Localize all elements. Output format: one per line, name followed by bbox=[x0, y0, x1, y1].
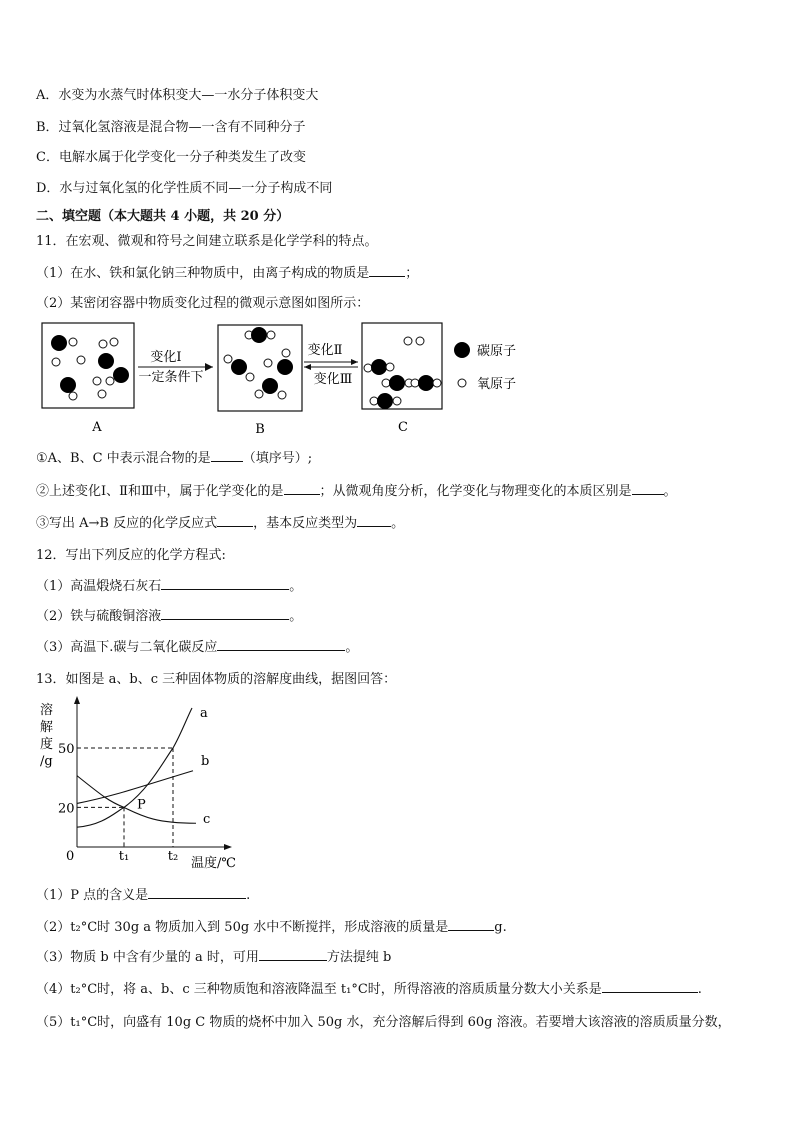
answer-blank[interactable] bbox=[217, 637, 345, 651]
y-label-char: 溶 bbox=[40, 703, 54, 718]
answer-blank[interactable] bbox=[357, 513, 391, 527]
q13-part4-text: （4）t₂°C时，将 a、b、c 三种物质饱和溶液降温至 t₁°C时，所得溶液的溶质质量分数大小关系是 bbox=[36, 982, 602, 997]
q11-sub2 bbox=[36, 480, 677, 499]
y-label-char: 解 bbox=[40, 720, 54, 735]
q13-part4 bbox=[36, 978, 702, 997]
q12-stem: 12．写出下列反应的化学方程式: bbox=[36, 548, 226, 563]
arrow2-top-label: 变化Ⅱ bbox=[307, 343, 343, 358]
oxygen-atom bbox=[98, 390, 106, 398]
x-axis-label: 温度/℃ bbox=[191, 856, 236, 871]
option-c: C．电解水属于化学变化一分子种类发生了改变 bbox=[36, 150, 306, 165]
oxygen-atom bbox=[110, 338, 118, 346]
oxygen-atom bbox=[416, 337, 424, 345]
oxygen-atom bbox=[393, 397, 401, 405]
y-label-char: /g bbox=[40, 754, 53, 769]
q11-sub2-end: 。 bbox=[663, 484, 677, 499]
q11-sub2-text: ②上述变化Ⅰ、Ⅱ和Ⅲ中，属于化学变化的是 bbox=[36, 484, 284, 499]
q11-sub1-text: ①A、B、C 中表示混合物的是 bbox=[36, 451, 211, 466]
answer-blank[interactable] bbox=[161, 576, 289, 590]
answer-blank[interactable] bbox=[632, 481, 664, 495]
oxygen-atom bbox=[69, 392, 77, 400]
q11-sub3-end: 。 bbox=[391, 516, 405, 531]
answer-blank[interactable] bbox=[211, 448, 243, 462]
curve-a bbox=[77, 708, 192, 827]
q13-part3-end: 方法提纯 b bbox=[326, 950, 392, 965]
oxygen-atom bbox=[433, 379, 441, 387]
carbon-atom bbox=[113, 367, 129, 383]
micro-diagram bbox=[0, 315, 560, 440]
q12-part2-text: （2）铁与硫酸铜溶液 bbox=[36, 609, 162, 624]
q13-part2-text: （2）t₂°C时 30g a 物质加入到 50g 水中不断搅拌，形成溶液的质量是 bbox=[36, 920, 449, 935]
q11-part1-text: （1）在水、铁和氯化钠三种物质中，由离子构成的物质是 bbox=[36, 266, 370, 281]
answer-blank[interactable] bbox=[148, 885, 246, 899]
q11-sub3 bbox=[36, 512, 404, 531]
q11-part2: （2）某密闭容器中物质变化过程的微观示意图如图所示： bbox=[36, 296, 370, 311]
box-c-label: C bbox=[398, 420, 408, 435]
y-axis-label bbox=[40, 702, 53, 769]
x-tick-label: t₁ bbox=[118, 849, 130, 864]
curve-label-b: b bbox=[201, 754, 210, 769]
q11-sub1-end: （填序号）; bbox=[242, 451, 313, 466]
oxygen-atom bbox=[370, 397, 378, 405]
arrow1-bottom-label: 一定条件下 bbox=[138, 370, 204, 385]
carbon-atom bbox=[418, 375, 434, 391]
answer-blank[interactable] bbox=[369, 263, 405, 277]
carbon-atom bbox=[389, 375, 405, 391]
carbon-atom bbox=[277, 359, 293, 375]
answer-blank[interactable] bbox=[259, 947, 327, 961]
carbon-atom bbox=[377, 393, 393, 409]
oxygen-atom bbox=[278, 391, 286, 399]
curve-label-c: c bbox=[203, 812, 211, 827]
oxygen-atom bbox=[77, 356, 85, 364]
q12-part3-text: （3）高温下.碳与二氧化碳反应 bbox=[36, 640, 218, 655]
carbon-atom bbox=[251, 327, 267, 343]
oxygen-atom bbox=[282, 349, 290, 357]
q11-part1 bbox=[36, 262, 418, 281]
carbon-atom bbox=[262, 378, 278, 394]
q12-part1-text: （1）高温煅烧石灰石 bbox=[36, 579, 162, 594]
y-label-char: 度 bbox=[40, 737, 54, 752]
q12-part2-end: 。 bbox=[289, 609, 303, 624]
carbon-atom bbox=[51, 335, 67, 351]
arrow-head bbox=[205, 363, 213, 371]
box-a-label: A bbox=[92, 420, 102, 435]
x-tick-label: t₂ bbox=[167, 849, 179, 864]
carbon-atom bbox=[231, 359, 247, 375]
q11-stem: 11．在宏观、微观和符号之间建立联系是化学学科的特点。 bbox=[36, 234, 378, 249]
q13-part4-end: . bbox=[697, 982, 702, 997]
oxygen-atom bbox=[224, 355, 232, 363]
arrow1-top-label: 变化Ⅰ bbox=[150, 350, 182, 365]
q13-part2 bbox=[36, 916, 507, 935]
q11-part1-end: ； bbox=[405, 266, 419, 281]
q13-part5: （5）t₁°C时，向盛有 10g C 物质的烧杯中加入 50g 水，充分溶解后得到 60g 溶液。若要增大该溶液的溶质质量分数， bbox=[36, 1015, 731, 1030]
point-p-label: P bbox=[137, 797, 146, 813]
option-a: A．水变为水蒸气时体积变大—一水分子体积变大 bbox=[36, 88, 319, 103]
q13-part3-text: （3）物质 b 中含有少量的 a 时，可用 bbox=[36, 950, 259, 965]
answer-blank[interactable] bbox=[217, 513, 253, 527]
oxygen-atom bbox=[246, 373, 254, 381]
oxygen-atom bbox=[69, 338, 77, 346]
q12-part1-end: 。 bbox=[289, 579, 303, 594]
option-d: D．水与过氧化氢的化学性质不同—一分子构成不同 bbox=[36, 181, 333, 196]
q11-sub1 bbox=[36, 447, 312, 466]
oxygen-atom bbox=[93, 377, 101, 385]
answer-blank[interactable] bbox=[284, 481, 320, 495]
oxygen-atom bbox=[267, 331, 275, 339]
q11-sub3-text: ③写出 A→B 反应的化学反应式 bbox=[36, 516, 218, 531]
answer-blank[interactable] bbox=[161, 606, 289, 620]
legend-oxygen-icon bbox=[458, 379, 466, 387]
y-axis-arrow bbox=[74, 696, 80, 704]
q12-part3-end: 。 bbox=[345, 640, 359, 655]
q13-part2-end: g. bbox=[494, 920, 507, 935]
q11-sub3-mid: ，基本反应类型为 bbox=[253, 516, 358, 531]
oxygen-atom bbox=[255, 390, 263, 398]
oxygen-atom bbox=[264, 359, 272, 367]
section-heading: 二、填空题（本大题共 4 小题，共 20 分） bbox=[36, 209, 290, 224]
oxygen-atom bbox=[386, 363, 394, 371]
x-axis-arrow bbox=[224, 844, 232, 850]
legend-carbon-icon bbox=[454, 342, 470, 358]
q13-part1-end: . bbox=[246, 888, 251, 903]
q12-part2 bbox=[36, 605, 302, 624]
oxygen-atom bbox=[52, 358, 60, 366]
answer-blank[interactable] bbox=[448, 917, 494, 931]
oxygen-atom bbox=[411, 379, 419, 387]
oxygen-atom bbox=[364, 364, 372, 372]
carbon-atom bbox=[98, 353, 114, 369]
box-b-label: B bbox=[255, 422, 265, 437]
oxygen-atom bbox=[382, 379, 390, 387]
answer-blank[interactable] bbox=[602, 979, 698, 993]
oxygen-atom bbox=[99, 340, 107, 348]
carbon-atom bbox=[371, 359, 387, 375]
curve-label-a: a bbox=[200, 706, 208, 721]
origin-label: 0 bbox=[66, 849, 75, 864]
q12-part1 bbox=[36, 575, 302, 594]
oxygen-atom bbox=[404, 337, 412, 345]
q13-stem: 13．如图是 a、b、c 三种固体物质的溶解度曲线，据图回答： bbox=[36, 672, 397, 687]
arrow3-bottom-label: 变化Ⅲ bbox=[313, 372, 353, 387]
arrow-head bbox=[304, 364, 311, 370]
q12-part3 bbox=[36, 636, 358, 655]
legend-carbon-label: 碳原子 bbox=[477, 344, 517, 359]
legend-oxygen-label: 氧原子 bbox=[477, 377, 517, 392]
arrow-head bbox=[351, 359, 358, 365]
y-tick-label: 50 bbox=[58, 742, 75, 757]
solubility-chart bbox=[0, 690, 260, 875]
option-b: B．过氧化氢溶液是混合物—一含有不同种分子 bbox=[36, 120, 306, 135]
q13-part1 bbox=[36, 884, 250, 903]
q13-part3 bbox=[36, 946, 391, 965]
carbon-atom bbox=[60, 377, 76, 393]
q11-sub2-mid: ；从微观角度分析，化学变化与物理变化的本质区别是 bbox=[319, 484, 632, 499]
q13-part1-text: （1）P 点的含义是 bbox=[36, 888, 149, 903]
oxygen-atom bbox=[106, 377, 114, 385]
y-tick-label: 20 bbox=[58, 801, 75, 817]
